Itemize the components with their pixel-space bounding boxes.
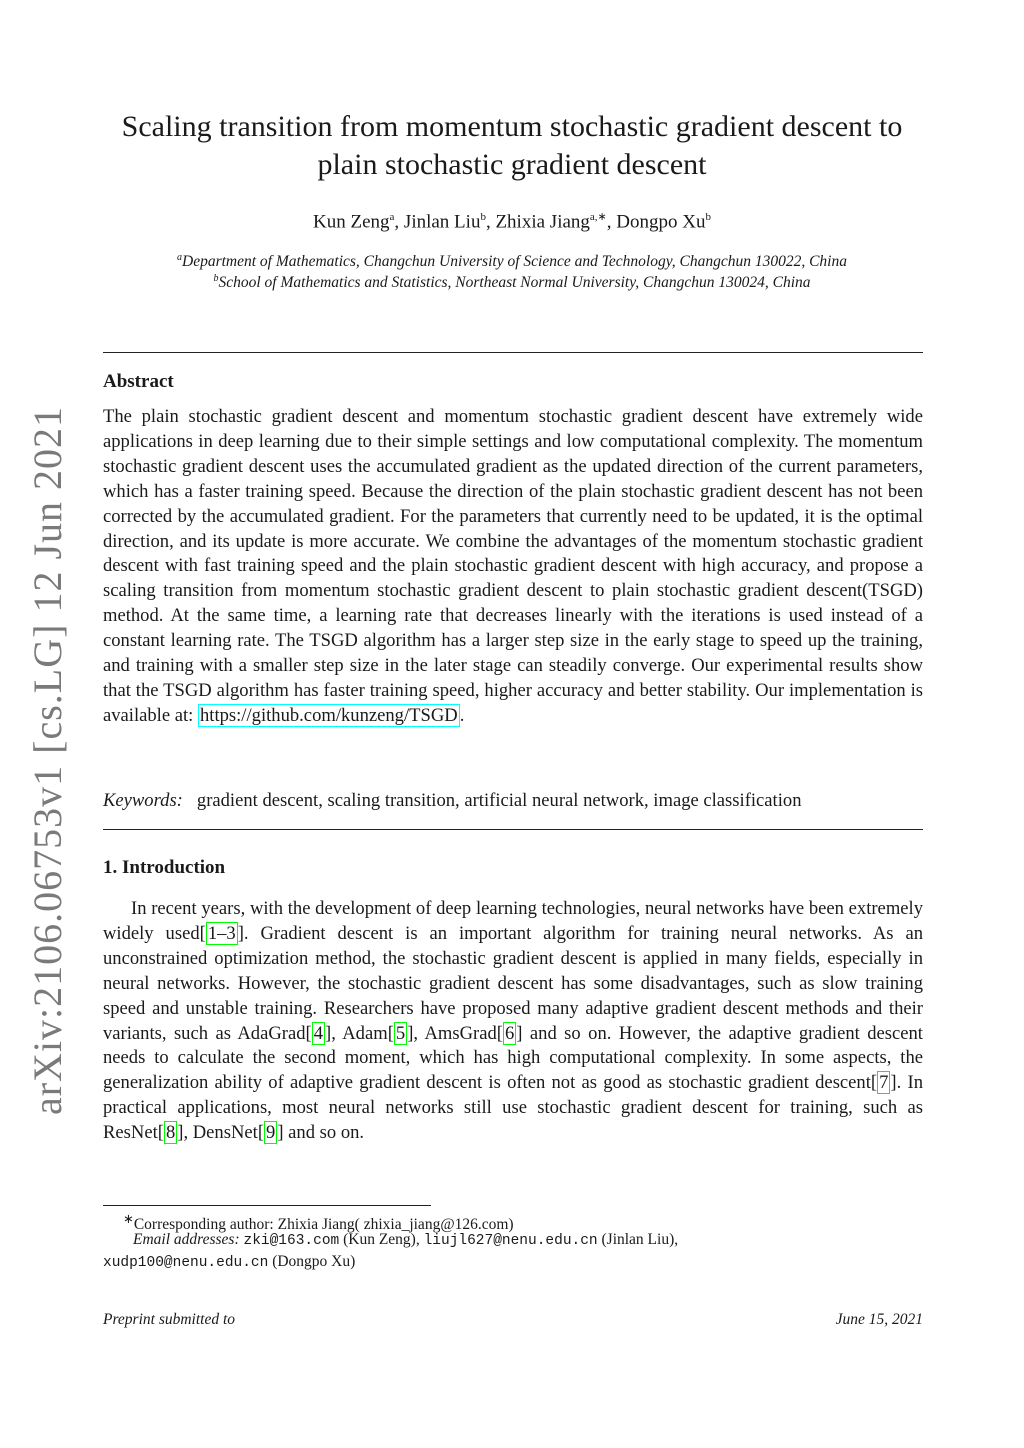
author-affil-mark: a,∗ [589, 211, 607, 223]
intro-text: and so on. [283, 1122, 365, 1144]
abstract-end: . [459, 704, 465, 726]
paper-title [100, 108, 924, 184]
abstract-text: The plain stochastic gradient descent and momentum stochastic gradient descent have extremely wide applications in deep learning due to their simple settings and low computational complexity. The momentum stochastic gradient descent uses the accumulated gradient as the updated direction of the current parameters, which has a faster training speed. Because the direction of the plain stochastic gradient descent has not been corrected by the accumulated gradient. For the parameters that currently need to be updated, it is the optimal direction, and its update is more accurate. We combine the advantages of the momentum stochastic gradient descent with fast training speed and the plain stochastic gradient descent with high accuracy, and propose a scaling transition from momentum stochastic gradient descent to plain stochastic gradient descent(TSGD) method. At the same time, a learning rate that decreases linearly with the iterations is used instead of a constant learning rate. The TSGD algorithm has a larger step size in the early stage to speed up the training, and training with a smaller step size in the later stage can steadily converge. Our experimental results show that the TSGD algorithm has faster training speed, higher accuracy and better stability. Our implementation is available at: [103, 406, 923, 726]
author-affil-mark: b [705, 211, 711, 223]
introduction-paragraph: In recent years, with the development of deep learning technologies, neural networks have been extremely widely used[ 1–3 ]. Gradient descent is an important algorithm for training neural networks. As an unconstrained optimization method, the stochastic gradient descent is applied in many fields, especially in neural networks. However, the stochastic gradient descent has some disadvantages, such as slow training speed and unstable training. Researchers have proposed many adaptive gradient descent methods and their variants, such as AdaGrad[ 4 ], Adam[ 5 ], AmsGrad[ 6 ] and so on. However, the adaptive gradient descent needs to calculate the second moment, which has high computational complexity. In some aspects, the generalization ability of adaptive gradient descent is often not as good as stochastic gradient descent[ 7 ]. In practical applications, most neural networks still use stochastic gradient descent for training, such as ResNet[ 8 ], DensNet[ 9 ] and so on. [103, 898, 924, 1144]
citation-link[interactable]: 4 [313, 1022, 323, 1044]
corresponding-author-text: Corresponding author: Zhixia Jiang( zhixia_jiang@126.com) [133, 1216, 514, 1234]
arxiv-identifier [20, 405, 76, 1115]
affiliation-a [90, 252, 934, 271]
intro-text: In recent years, with the development of deep learning technologies, neural networks have been extremely widely used [103, 898, 923, 944]
preprint-note: Preprint submitted to [103, 1311, 236, 1328]
email-owner: (Dongpo Xu) [268, 1252, 356, 1270]
abstract-heading: Abstract [103, 371, 174, 392]
author-separator: , [606, 211, 617, 233]
keywords-line [103, 790, 923, 812]
submission-date: June 15, 2021 [835, 1311, 923, 1328]
intro-text: . In practical applications, most neural networks still use stochastic gradient descent for training, such as ResNet [103, 1072, 923, 1144]
email-owner: (Jinlan Liu), [597, 1231, 679, 1248]
code-repository-link[interactable]: https://github.com/kunzeng/TSGD [199, 704, 458, 726]
citation-link[interactable]: 8 [165, 1122, 176, 1144]
section-heading-introduction: 1. Introduction [103, 857, 226, 878]
citation-link[interactable]: 7 [879, 1072, 889, 1094]
author-separator: , [394, 211, 404, 233]
email-address[interactable]: xudp100@nenu.edu.cn [103, 1254, 269, 1271]
author-affil-mark: a [389, 211, 395, 223]
author-affil-mark: b [480, 211, 486, 223]
intro-text: , Adam [331, 1022, 388, 1044]
title-line-2: plain stochastic gradient descent [317, 148, 707, 181]
footnote-divider [103, 1205, 431, 1206]
bottom-divider [103, 829, 923, 830]
intro-text: , DensNet [183, 1122, 258, 1144]
author-name: Dongpo Xu [616, 211, 706, 233]
title-line-1: Scaling transition from momentum stochastic gradient descent to [121, 110, 903, 143]
affiliation-text: Department of Mathematics, Changchun University of Science and Technology, Changchun 130022, China [182, 253, 847, 271]
affiliation-b [90, 273, 934, 292]
citation-link[interactable]: 9 [266, 1122, 276, 1144]
abstract-body [103, 405, 923, 729]
affiliation-mark: b [213, 273, 219, 284]
affiliation-text: School of Mathematics and Statistics, Northeast Normal University, Changchun 130024, China [218, 274, 811, 292]
citation-link[interactable]: 6 [504, 1022, 515, 1044]
email-owner: (Kun Zeng), [339, 1231, 424, 1248]
intro-text: , AmsGrad [413, 1022, 497, 1044]
keywords-label: Keywords: [103, 790, 183, 811]
arxiv-identifier-text: arXiv:2106.06753v1 [cs.LG] 12 Jun 2021 [25, 405, 71, 1115]
author-name: Kun Zeng [313, 211, 390, 233]
author-name: Jinlan Liu [403, 211, 481, 233]
email-address[interactable]: zki@163.com [243, 1233, 340, 1249]
email-address[interactable]: liujl627@nenu.edu.cn [423, 1233, 598, 1249]
author-separator: , [485, 211, 496, 233]
author-name: Zhixia Jiang [495, 211, 590, 233]
footnote-mark: ∗ [123, 1211, 134, 1226]
author-list [100, 210, 924, 233]
intro-text: . Gradient descent is an important algorithm for training neural networks. As an unconstrained optimization method, the stochastic gradient descent is applied in many fields, especially in neural networks. However, the stochastic gradient descent has some disadvantages, such as slow training speed and unstable training. Researchers have proposed many adaptive gradient descent methods and their variants, such as AdaGrad [103, 922, 924, 1044]
citation-link[interactable]: 5 [395, 1022, 406, 1044]
keywords-text: gradient descent, scaling transition, artificial neural network, image classification [196, 790, 802, 811]
email-label: Email addresses: [133, 1231, 240, 1248]
citation-link[interactable]: 1–3 [207, 922, 236, 944]
email-addresses-note [103, 1230, 923, 1273]
top-divider [103, 352, 923, 353]
affiliation-mark: a [177, 252, 182, 263]
intro-text: and so on. However, the adaptive gradient descent needs to calculate the second moment, which has high computational complexity. In some aspects, the generalization ability of adaptive gradient descent is often not as good as stochastic gradient descent [103, 1022, 923, 1094]
